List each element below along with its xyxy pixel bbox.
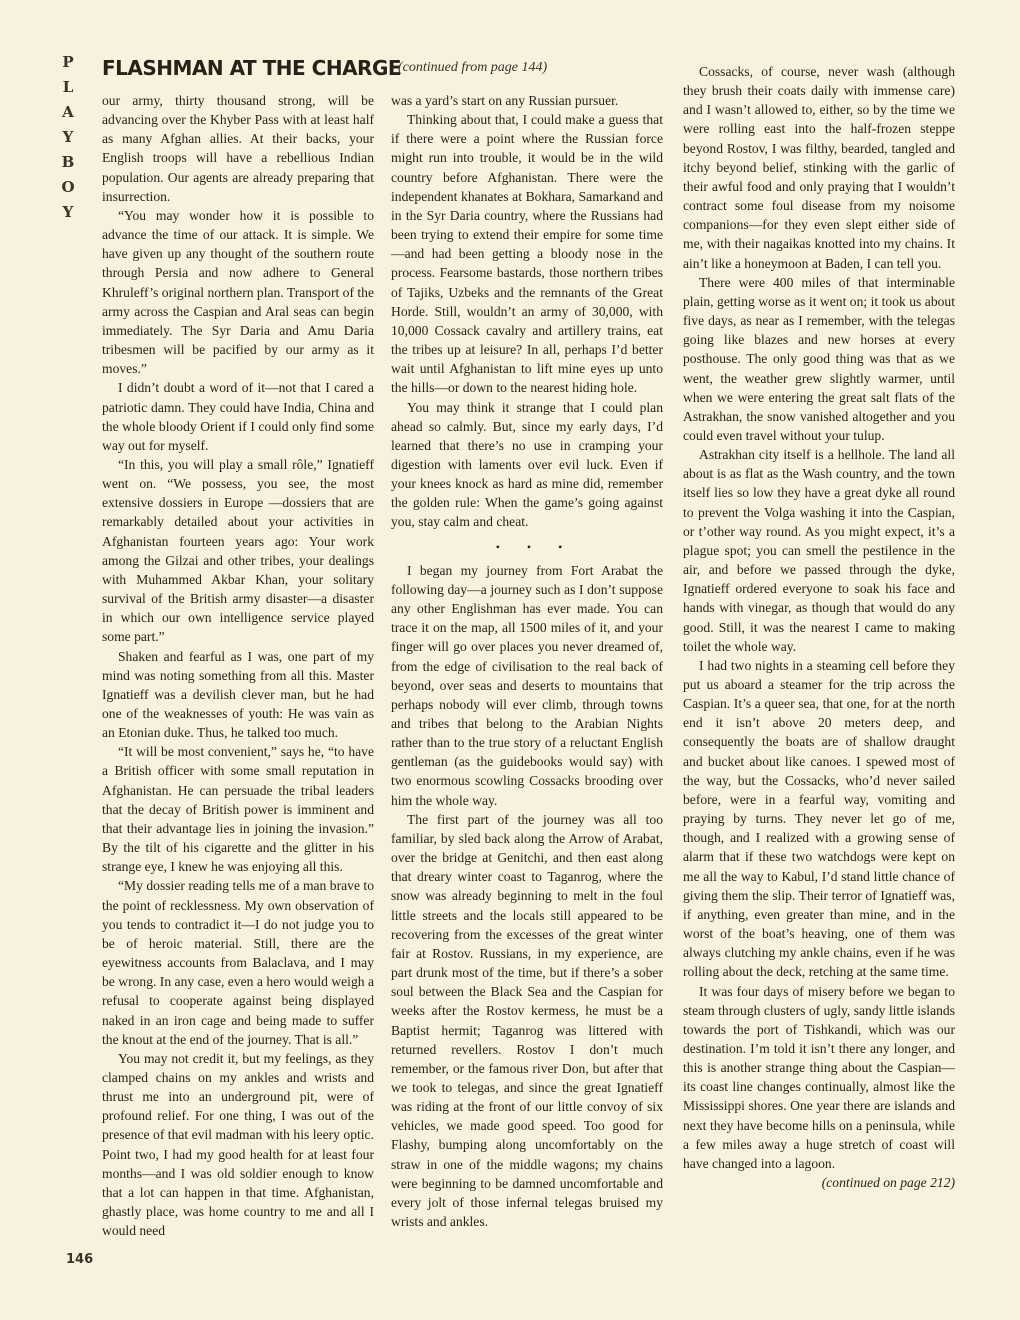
- paragraph: “My dossier reading tells me of a man brave to the point of recklessness. My own observation of you tends to contradict it—I do not judge you to be of heroic material. Still, there are the eyewitness accounts from Balaclava, and I may be wrong. In any case, even a hero would weigh a refusal to cooperate against being displayed naked in an iron cage and being made to suffer the knout at the end of the journey. That is all.”: [102, 878, 374, 1047]
- paragraph: It was four days of misery before we began to steam through clusters of ugly, sandy little islands towards the port of Tishkandi, which was our destination. I’m told it isn’t there any longer, and this is another strange thing about the Caspian—its coast line changes continually, almost like the Mississippi shores. One year there are islands and next they have become hills on a peninsula, while a few miles away a huge stretch of coast will have changed into a lagoon.: [683, 983, 955, 1171]
- brand-letter: L: [62, 78, 74, 96]
- paragraph: I began my journey from Fort Arabat the following day—a journey such as I don’t suppose any other Englishman has ever made. You can trace it on the map, all 1500 miles of it, and your finger will go over places you never dreamed of, from the edge of civilisation to the real back of beyond, over seas and deserts to mountains that perhaps nobody will ever climb, through towns and tribes that belong to the Arabian Nights rather than to the true story of a reluctant English gentleman (as the guidebooks would say) with two enormous scowling Cossacks brooding over him the whole way.: [391, 562, 663, 808]
- paragraph: I didn’t doubt a word of it—not that I cared a patriotic damn. They could have India, China and the whole bloody Orient if I could only find some way out for myself.: [102, 380, 374, 453]
- magazine-brand-vertical: [58, 50, 78, 225]
- brand-letter: B: [61, 153, 75, 171]
- brand-letter: Y: [62, 203, 74, 221]
- paragraph: our army, thirty thousand strong, will be advancing over the Khyber Pass with at least half as many Afghan allies. At their backs, your English troops will have a rebellious Indian population. Our agents are already preparing that insurrection.: [102, 93, 374, 204]
- paragraph: You may think it strange that I could plan ahead so calmly. But, since my early days, I’d learned that there’s no use in cramping your digestion with laments over evil luck. Even if your knees knock as hard as mine did, remember the golden rule: When the game’s going against you, stay calm and cheat.: [391, 399, 663, 530]
- paragraph: There were 400 miles of that interminable plain, getting worse as it went on; it took us about five days, as near as I remember, with the telegas going like blazes and new horses at every posthouse. The only good thing was that as we went, the weather grew slightly warmer, until when we were entering the great salt flats of the Astrakhan, the snow vanished altogether and you could even travel without your tulup.: [683, 274, 955, 443]
- paragraph: The first part of the journey was all too familiar, by sled back along the Arrow of Arabat, over the bridge at Genitchi, and then east along that dreary winter coast to Taganrog, where the snow was already beginning to melt in the foul little streets and the locals still appeared to be recovering from the excesses of the great winter fair at Rostov. Russians, in my experience, are part drunk most of the time, but if there’s a sober soul between the Black Sea and the Caspian for weeks after the Rostov kermess, he must be a Baptist hermit; Taganrog was littered with returned revellers. Rostov I don’t much remember, or the famous river Don, but after that we took to telegas, and since the great Ignatieff was riding at the front of our little convoy of six vehicles, we made good speed. Too good for Flashy, bumping along uncomfortably on the straw in one of the middle wagons; my chains were beginning to be damned uncomfortable and every jolt of those infernal telegas bruised my wrists and ankles.: [391, 811, 663, 1230]
- paragraph: was a yard’s start on any Russian pursuer.: [391, 93, 619, 108]
- section-separator: • • •: [495, 539, 575, 554]
- paragraph: Cossacks, of course, never wash (although they brush their coats daily with immense care) and I wasn’t allowed to, either, so by the time we were rolling east into the half-frozen steppe beyond Rostov, I was filthy, bearded, tangled and itchy beyond belief, stinking with the garlic of their awful food and only praying that I wouldn’t contract some foul disease from my noisome companions—for they even slept either side of me, with their nagaikas knotted into my chains. It ain’t like a honeymoon at Baden, I can tell you.: [683, 64, 955, 271]
- text-column-3: [683, 62, 955, 1192]
- text-column-2: [391, 91, 663, 1231]
- paragraph: “It will be most convenient,” says he, “to have a British officer with some small reputation in Afghanistan. He can persuade the tribal leaders that the decay of British power is imminent and that their advantage lies in joining the invasion.” By the tilt of his cigarette and the glitter in his strange eye, I knew he was enjoying all this.: [102, 744, 374, 875]
- brand-letter: O: [61, 178, 75, 196]
- brand-letter: A: [62, 103, 74, 121]
- paragraph: I had two nights in a steaming cell before they put us aboard a steamer for the trip across the Caspian. It’s a queer sea, that one, for at the north end it isn’t above 20 meters deep, and consequently the boats are of shallow draught and bucket about like canoes. I spewed most of the way, but the Cossacks, who’d never sailed before, were in a fearful way, vomiting and praying by turns. They never let go of me, though, and I realized with a growing sense of alarm that if these two watchdogs were kept on me all the way to Kabul, I’d stand little chance of giving them the slip. Their terror of Ignatieff was, if anything, even greater than mine, and in the worst of the boat’s heaving, one of them was always clutching my ankle chains, even if he was rolling about the deck, retching at the same time.: [683, 657, 955, 980]
- brand-letter: Y: [62, 128, 74, 146]
- continued-from-note: (continued from page 144): [398, 60, 548, 75]
- article-title: FLASHMAN AT THE CHARGE: [102, 56, 402, 80]
- text-column-1: [102, 91, 374, 1240]
- paragraph: Astrakhan city itself is a hellhole. The land all about is as flat as the Wash country, and the town itself lies so low they have a great dyke all round to prevent the Volga washing it into the Caspian, or t’other way round. As you might expect, it’s a plague spot; you can smell the pestilence in the air, and before we passed through the dyke, Ignatieff ordered everyone to soak his face and hands with vinegar, as though that would do any good. Still, it was the nearest I came to making toilet the whole way.: [683, 447, 955, 654]
- continued-on-note: (continued on page 212): [821, 1175, 955, 1191]
- paragraph: Thinking about that, I could make a guess that if there were a point where the Russian force might run into trouble, it would be in the wild country before Afghanistan. There were the independent khanates at Bokhara, Samarkand and in the Syr Daria country, where the Russians had been trying to extend their empire for some time—and had been getting a bloody nose in the process. Fearsome bastards, those northern tribes of Tajiks, Uzbeks and the remnants of the Great Horde. Still, wouldn’t an army of 30,000, with 10,000 Cossack cavalry and artillery trains, eat the tribes up at leisure? In all, perhaps I’d better wait until Afghanistan to lift mine eyes up unto the hills—or down to the nearest hiding hole.: [391, 112, 663, 396]
- paragraph: Shaken and fearful as I was, one part of my mind was noting something from all this. Master Ignatieff was a devilish clever man, but he had one of the weaknesses of youth: He was vain as an Etonian duke. Thus, he talked too much.: [102, 648, 374, 741]
- paragraph: You may not credit it, but my feelings, as they clamped chains on my ankles and wrists and thrust me into an underground pit, were of profound relief. For one thing, I was out of the presence of that evil madman with his leery optic. Point two, I had my good health for at least four months—and I was old soldier enough to know that a lot can happen in that time. Afghanistan, ghastly place, was home country to me and all I would need: [102, 1050, 374, 1239]
- page-number: 146: [66, 1252, 94, 1267]
- brand-letter: P: [62, 53, 74, 71]
- paragraph: “You may wonder how it is possible to advance the time of our attack. It is simple. We have given up any thought of the southern route through Persia and now adhere to General Khruleff’s original northern plan. Transport of the army across the Caspian and Aral seas can begin immediately. The Syr Daria and Amu Daria tribesmen will be pacified by our army as it moves.”: [102, 207, 374, 377]
- paragraph: “In this, you will play a small rôle,” Ignatieff went on. “We possess, you see, the most extensive dossiers in Europe —dossiers that are remarkably detailed about your activities in Afghanistan fourteen years ago: Your work among the Gilzai and other tribes, your dealings with Muhammed Akbar Khan, your solitary survival of the British army disaster—a disaster in which our own intelligence service played some part.”: [102, 456, 374, 645]
